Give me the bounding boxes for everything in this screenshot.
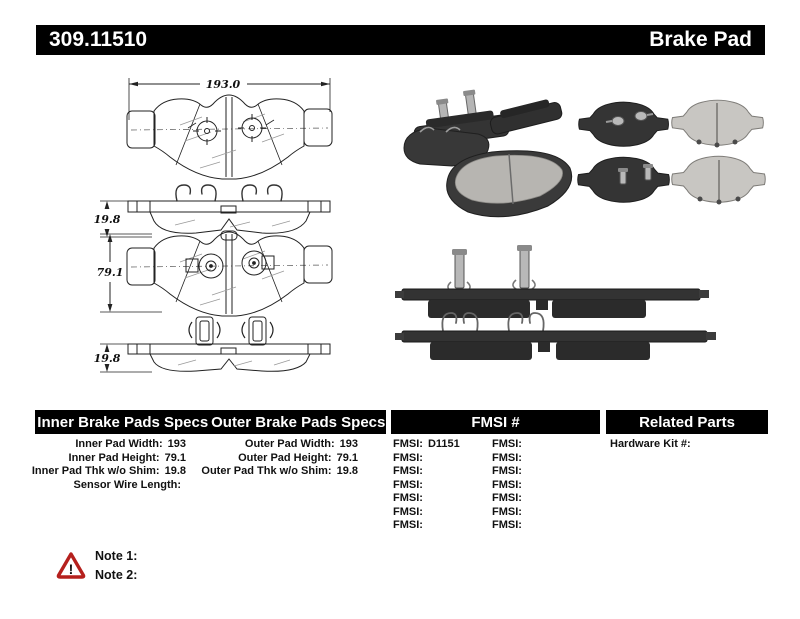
fmsi-label: FMSI: (393, 438, 423, 450)
photo-pad-edge-with-clips (395, 313, 716, 360)
fmsi-row (393, 465, 489, 479)
fmsi-column-2 (492, 438, 588, 533)
fmsi-label: FMSI: (393, 519, 423, 531)
spec-value: 193 (339, 438, 358, 450)
photo-pad-edge-with-sensors (395, 245, 709, 318)
spec-label: Outer Pad Thk w/o Shim: (201, 465, 332, 477)
fmsi-column-1 (393, 438, 489, 533)
spec-label: Outer Pad Height: (238, 451, 332, 464)
spec-row (204, 452, 358, 466)
related-parts-title: Related Parts (639, 413, 735, 431)
fmsi-label: FMSI: (492, 505, 522, 518)
spec-value: 79.1 (336, 451, 358, 464)
spec-row (32, 438, 186, 452)
fmsi-label: FMSI: (393, 492, 423, 504)
fmsi-header-bar (391, 410, 600, 434)
spec-value: 19.8 (336, 465, 358, 477)
fmsi-row (393, 506, 489, 520)
fmsi-row (393, 519, 489, 533)
spec-row (32, 479, 186, 493)
fmsi-value: D1151 (427, 438, 460, 450)
photo-pad-set-perspective (404, 86, 572, 217)
dim-width-label: 193.0 (205, 78, 241, 91)
spec-label: Sensor Wire Length: (73, 478, 181, 491)
warning-exclamation-glyph: ! (68, 561, 74, 577)
photo-pad-set-flat (578, 100, 766, 204)
dim-thickness-inner-label: 19.8 (93, 352, 121, 365)
spec-row (32, 452, 186, 466)
spec-label: Inner Pad Height: (68, 451, 160, 464)
fmsi-label: FMSI: (492, 519, 522, 531)
spec-row (204, 438, 358, 452)
fmsi-title: FMSI # (471, 413, 520, 431)
spec-label: Outer Pad Width: (244, 438, 335, 450)
dim-height-label: 79.1 (96, 266, 124, 279)
fmsi-label: FMSI: (393, 505, 423, 518)
fmsi-row (492, 465, 588, 479)
related-part-row (610, 438, 760, 452)
fmsi-row (492, 452, 588, 466)
fmsi-row (393, 438, 489, 452)
fmsi-row (492, 506, 588, 520)
spec-label: Inner Pad Width: (75, 438, 163, 450)
spec-value: 193 (167, 438, 186, 450)
inner-pad-side-view (94, 344, 330, 372)
note-1-label: Note 1: (95, 549, 138, 563)
fmsi-row (492, 438, 588, 452)
inner-specs-column (32, 438, 186, 492)
spec-value: 79.1 (164, 451, 186, 464)
fmsi-label: FMSI: (492, 438, 522, 450)
page-title: Brake Pad (649, 28, 752, 51)
warning-triangle-icon (56, 551, 86, 579)
related-parts-column (610, 438, 760, 452)
fmsi-row (393, 479, 489, 493)
related-part-label: Hardware Kit #: (610, 438, 691, 450)
outer-pad-side-view (94, 185, 330, 237)
fmsi-row (492, 492, 588, 506)
outer-specs-column (201, 438, 358, 479)
fmsi-row (393, 452, 489, 466)
fmsi-row (492, 519, 588, 533)
fmsi-label: FMSI: (393, 478, 423, 491)
fmsi-label: FMSI: (492, 492, 522, 504)
fmsi-label: FMSI: (393, 451, 423, 464)
outer-specs-title: Outer Brake Pads Specs (211, 413, 386, 431)
fmsi-row (393, 492, 489, 506)
fmsi-label: FMSI: (492, 478, 522, 491)
note-2-label: Note 2: (95, 568, 138, 582)
part-number: 309.11510 (49, 28, 148, 51)
fmsi-label: FMSI: (393, 465, 423, 477)
spec-row (32, 465, 186, 479)
outer-pad-front-view (127, 78, 332, 179)
spec-label: Inner Pad Thk w/o Shim: (31, 465, 160, 477)
spec-row (201, 465, 358, 479)
fmsi-row (492, 479, 588, 493)
fmsi-label: FMSI: (492, 451, 522, 464)
related-parts-header-bar (606, 410, 768, 434)
dim-thickness-outer-label: 19.8 (93, 213, 121, 226)
fmsi-label: FMSI: (492, 465, 522, 477)
inner-specs-title: Inner Brake Pads Specs (37, 413, 209, 431)
inner-pad-front-view (97, 231, 332, 345)
pads-specs-header-bar (35, 410, 386, 434)
spec-value: 19.8 (164, 465, 186, 477)
